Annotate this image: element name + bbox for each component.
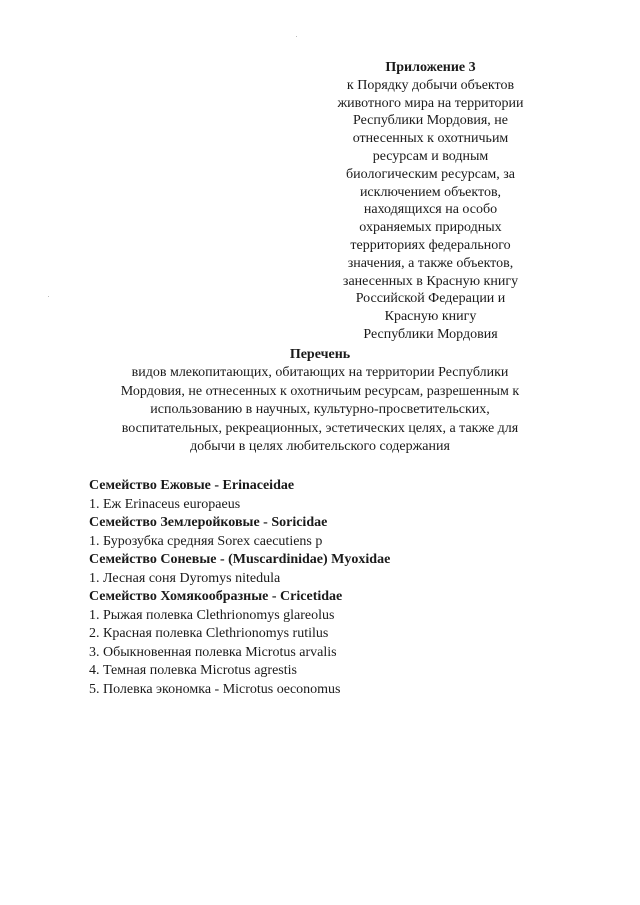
family-heading: Семейство Хомякообразные - Cricetidae	[89, 589, 343, 604]
list-description-line: видов млекопитающих, обитающих на территории Республики	[131, 365, 509, 381]
appendix-line: исключением объектов,	[359, 184, 502, 200]
appendix-line: Красную книгу	[384, 309, 477, 325]
scan-speck	[48, 296, 49, 297]
family-heading: Семейство Соневые - (Muscardinidae) Myoxidae	[89, 552, 391, 567]
species-item: 2. Красная полевка Clethrionomys rutilus	[89, 626, 329, 641]
list-header-block	[95, 346, 545, 456]
appendix-line: занесенных в Красную книгу	[342, 273, 519, 289]
appendix-line: животного мира на территории	[337, 95, 524, 111]
species-item: 1. Лесная соня Dyromys nitedula	[89, 570, 281, 586]
appendix-line: к Порядку добычи объектов	[346, 77, 515, 93]
appendix-title: Приложение 3	[385, 60, 476, 75]
species-item: 3. Обыкновенная полевка Microtus arvalis	[89, 644, 337, 660]
list-description-line: использованию в научных, культурно-просветительских,	[150, 402, 490, 418]
appendix-line: отнесенных к охотничьим	[352, 131, 509, 147]
appendix-line: ресурсам и водным	[372, 148, 489, 164]
appendix-line: значения, а также объектов,	[347, 255, 514, 271]
list-title: Перечень	[289, 347, 351, 362]
appendix-block	[318, 59, 543, 344]
family-heading: Семейство Ежовые - Erinaceidae	[89, 478, 295, 493]
family-heading: Семейство Землеройковые - Soricidae	[89, 515, 328, 530]
appendix-line: Российской Федерации и	[355, 291, 506, 307]
list-description-line: добычи в целях любительского содержания	[190, 439, 450, 455]
list-description-line: Мордовия, не отнесенных к охотничьим ресурсам, разрешенным к	[120, 383, 520, 399]
species-item: 1. Рыжая полевка Clethrionomys glareolus	[89, 607, 335, 623]
list-description-line: воспитательных, рекреационных, эстетических целях, а также для	[121, 420, 519, 436]
appendix-line: Республики Мордовия, не	[352, 113, 509, 129]
species-item: 1. Еж Erinaceus europaeus	[89, 496, 241, 512]
scan-speck	[296, 36, 297, 37]
species-item: 1. Бурозубка средняя Sorex caecutiens p	[89, 533, 323, 549]
appendix-line: находящихся на особо	[363, 202, 498, 218]
species-item: 4. Темная полевка Microtus agrestis	[89, 663, 297, 678]
species-list	[89, 477, 529, 699]
appendix-line: Республики Мордовия	[363, 326, 498, 342]
appendix-line: территориях федерального	[350, 237, 511, 253]
appendix-line: биологическим ресурсам, за	[346, 166, 515, 182]
species-item: 5. Полевка экономка - Microtus oeconomus	[89, 681, 341, 697]
appendix-line: охраняемых природных	[359, 220, 502, 236]
